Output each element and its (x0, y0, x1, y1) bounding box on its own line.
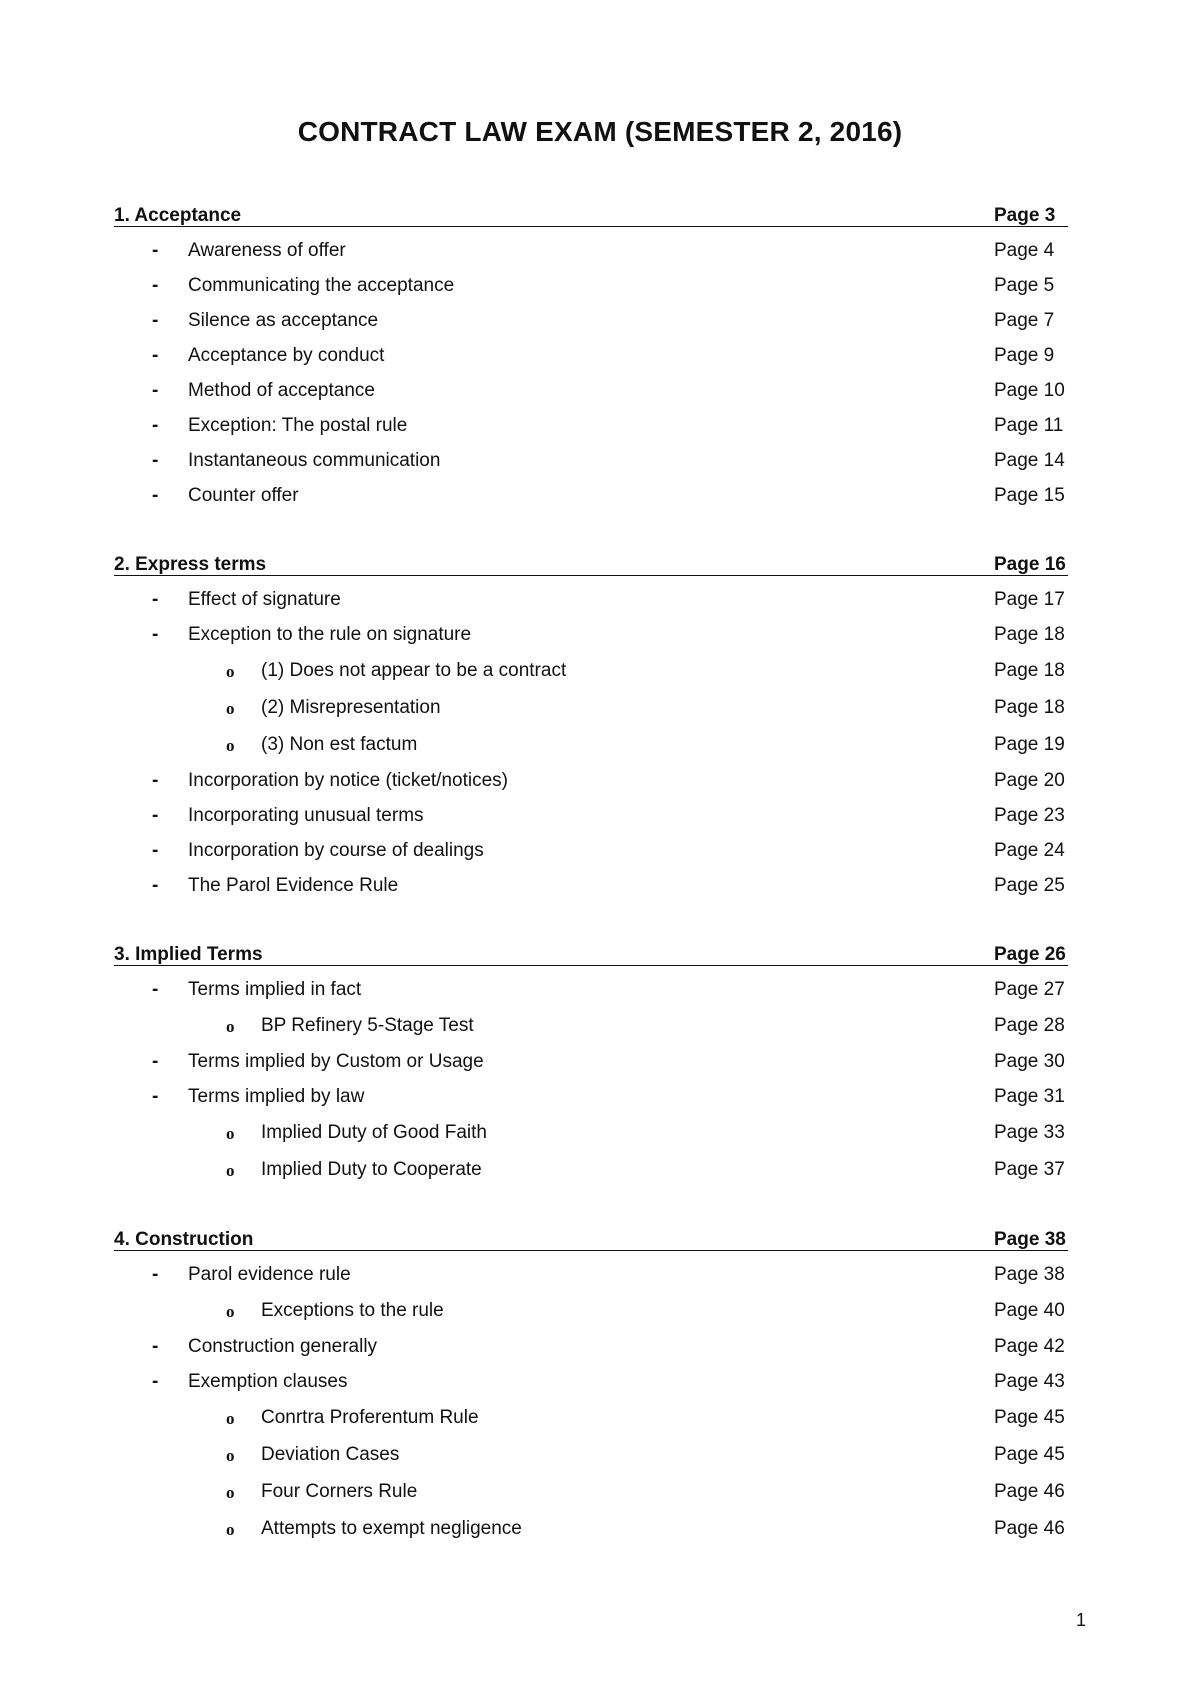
section-page-ref: Page 38 (994, 1229, 1066, 1250)
entry-page-ref: Page 5 (994, 275, 1055, 296)
entry-label: Exemption clauses (188, 1371, 348, 1392)
toc-section-heading (114, 198, 1068, 233)
sub-bullet-marker: o (226, 1161, 235, 1180)
entry-page-ref: Page 27 (994, 979, 1065, 1000)
sub-bullet-marker: o (226, 662, 235, 681)
entry-label: Counter offer (188, 485, 299, 506)
toc-entry (114, 1151, 1068, 1188)
entry-page-ref: Page 46 (994, 1518, 1065, 1539)
document-title: CONTRACT LAW EXAM (SEMESTER 2, 2016) (297, 116, 903, 147)
toc-entry (114, 1007, 1068, 1044)
bullet-marker: - (152, 1371, 159, 1392)
sub-bullet-marker: o (226, 1017, 235, 1036)
entry-label: Instantaneous communication (188, 450, 441, 471)
sub-bullet-marker: o (226, 1124, 235, 1143)
toc-entry (114, 582, 1068, 617)
entry-page-ref: Page 38 (994, 1264, 1065, 1285)
section-title: 3. Implied Terms (114, 944, 263, 965)
toc-section (114, 198, 1068, 513)
bullet-marker: - (152, 840, 159, 861)
entry-page-ref: Page 25 (994, 875, 1065, 896)
entry-page-ref: Page 31 (994, 1086, 1065, 1107)
toc-entry (114, 1399, 1068, 1436)
toc-section (114, 547, 1068, 903)
bullet-marker: - (152, 1264, 159, 1285)
toc-section (114, 937, 1068, 1188)
toc-entry (114, 443, 1068, 478)
toc-entry (114, 268, 1068, 303)
entry-label: Effect of signature (188, 589, 341, 610)
heading-underline (114, 226, 1068, 227)
entry-label: Implied Duty to Cooperate (261, 1159, 482, 1180)
toc-entry (114, 303, 1068, 338)
bullet-marker: - (152, 624, 159, 645)
entry-label: Method of acceptance (188, 380, 375, 401)
entry-page-ref: Page 7 (994, 310, 1055, 331)
section-page-ref: Page 26 (994, 944, 1066, 965)
bullet-marker: - (152, 275, 159, 296)
entry-page-ref: Page 42 (994, 1336, 1065, 1357)
toc-entry (114, 1436, 1068, 1473)
section-page-ref: Page 16 (994, 554, 1066, 575)
entry-label: Attempts to exempt negligence (261, 1518, 522, 1539)
toc-entry (114, 1364, 1068, 1399)
entry-label: Four Corners Rule (261, 1481, 418, 1502)
bullet-marker: - (152, 485, 159, 506)
bullet-marker: - (152, 1051, 159, 1072)
entry-label: Terms implied by Custom or Usage (188, 1051, 484, 1072)
toc-entry (114, 689, 1068, 726)
toc-section-heading (114, 547, 1068, 582)
sub-bullet-marker: o (226, 1446, 235, 1465)
toc-entry (114, 338, 1068, 373)
sub-bullet-marker: o (226, 736, 235, 755)
entry-page-ref: Page 24 (994, 840, 1065, 861)
toc-entry (114, 972, 1068, 1007)
entry-page-ref: Page 30 (994, 1051, 1065, 1072)
entry-page-ref: Page 40 (994, 1300, 1065, 1321)
entry-label: Awareness of offer (188, 240, 346, 261)
bullet-marker: - (152, 380, 159, 401)
bullet-marker: - (152, 345, 159, 366)
entry-page-ref: Page 20 (994, 770, 1065, 791)
entry-page-ref: Page 45 (994, 1444, 1065, 1465)
bullet-marker: - (152, 240, 159, 261)
entry-label: BP Refinery 5-Stage Test (261, 1015, 474, 1036)
entry-label: (2) Misrepresentation (261, 697, 441, 718)
sub-bullet-marker: o (226, 1302, 235, 1321)
toc-entry (114, 1473, 1068, 1510)
entry-label: Incorporation by notice (ticket/notices) (188, 770, 508, 791)
heading-underline (114, 575, 1068, 576)
entry-label: Terms implied by law (188, 1086, 365, 1107)
sub-bullet-marker: o (226, 1483, 235, 1502)
entry-label: Implied Duty of Good Faith (261, 1122, 487, 1143)
table-of-contents (114, 198, 1068, 1581)
bullet-marker: - (152, 589, 159, 610)
bullet-marker: - (152, 875, 159, 896)
entry-page-ref: Page 17 (994, 589, 1065, 610)
bullet-marker: - (152, 415, 159, 436)
toc-entry (114, 726, 1068, 763)
entry-label: Exceptions to the rule (261, 1300, 444, 1321)
toc-entry (114, 1079, 1068, 1114)
entry-label: Deviation Cases (261, 1444, 400, 1465)
section-title: 1. Acceptance (114, 205, 242, 226)
toc-entry (114, 1292, 1068, 1329)
heading-underline (114, 1250, 1068, 1251)
toc-section-heading (114, 1222, 1068, 1257)
entry-page-ref: Page 14 (994, 450, 1065, 471)
toc-entry (114, 868, 1068, 903)
entry-page-ref: Page 15 (994, 485, 1065, 506)
sub-bullet-marker: o (226, 1520, 235, 1539)
toc-entry (114, 617, 1068, 652)
toc-entry (114, 1044, 1068, 1079)
toc-entry (114, 373, 1068, 408)
section-title: 4. Construction (114, 1229, 254, 1250)
entry-page-ref: Page 37 (994, 1159, 1065, 1180)
toc-entry (114, 1114, 1068, 1151)
entry-page-ref: Page 33 (994, 1122, 1065, 1143)
entry-label: Acceptance by conduct (188, 345, 385, 366)
section-page-ref: Page 3 (994, 205, 1056, 226)
entry-label: (1) Does not appear to be a contract (261, 660, 567, 681)
section-title: 2. Express terms (114, 554, 267, 575)
entry-page-ref: Page 28 (994, 1015, 1065, 1036)
entry-page-ref: Page 18 (994, 624, 1065, 645)
toc-entry (114, 798, 1068, 833)
entry-page-ref: Page 4 (994, 240, 1055, 261)
toc-entry (114, 1329, 1068, 1364)
entry-label: (3) Non est factum (261, 734, 418, 755)
heading-underline (114, 965, 1068, 966)
sub-bullet-marker: o (226, 1409, 235, 1428)
entry-page-ref: Page 10 (994, 380, 1065, 401)
sub-bullet-marker: o (226, 699, 235, 718)
entry-page-ref: Page 18 (994, 660, 1065, 681)
toc-section-heading (114, 937, 1068, 972)
page-number: 1 (1075, 1610, 1086, 1630)
entry-page-ref: Page 18 (994, 697, 1065, 718)
bullet-marker: - (152, 310, 159, 331)
toc-entry (114, 1257, 1068, 1292)
bullet-marker: - (152, 1086, 159, 1107)
entry-label: Incorporation by course of dealings (188, 840, 484, 861)
entry-label: Communicating the acceptance (188, 275, 455, 296)
bullet-marker: - (152, 450, 159, 471)
toc-entry (114, 652, 1068, 689)
entry-page-ref: Page 43 (994, 1371, 1065, 1392)
toc-entry (114, 763, 1068, 798)
entry-page-ref: Page 11 (994, 415, 1064, 436)
entry-page-ref: Page 46 (994, 1481, 1065, 1502)
entry-page-ref: Page 19 (994, 734, 1065, 755)
entry-label: Terms implied in fact (188, 979, 362, 1000)
toc-section (114, 1222, 1068, 1547)
toc-entry (114, 408, 1068, 443)
entry-page-ref: Page 9 (994, 345, 1055, 366)
entry-label: Construction generally (188, 1336, 378, 1357)
toc-entry (114, 1510, 1068, 1547)
bullet-marker: - (152, 1336, 159, 1357)
entry-label: Incorporating unusual terms (188, 805, 424, 826)
entry-label: The Parol Evidence Rule (188, 875, 399, 896)
bullet-marker: - (152, 979, 159, 1000)
bullet-marker: - (152, 805, 159, 826)
entry-label: Parol evidence rule (188, 1264, 351, 1285)
entry-label: Silence as acceptance (188, 310, 379, 331)
entry-label: Exception to the rule on signature (188, 624, 472, 645)
entry-page-ref: Page 23 (994, 805, 1065, 826)
bullet-marker: - (152, 770, 159, 791)
toc-entry (114, 833, 1068, 868)
entry-page-ref: Page 45 (994, 1407, 1065, 1428)
toc-entry (114, 233, 1068, 268)
entry-label: Conrtra Proferentum Rule (261, 1407, 479, 1428)
toc-entry (114, 478, 1068, 513)
entry-label: Exception: The postal rule (188, 415, 408, 436)
